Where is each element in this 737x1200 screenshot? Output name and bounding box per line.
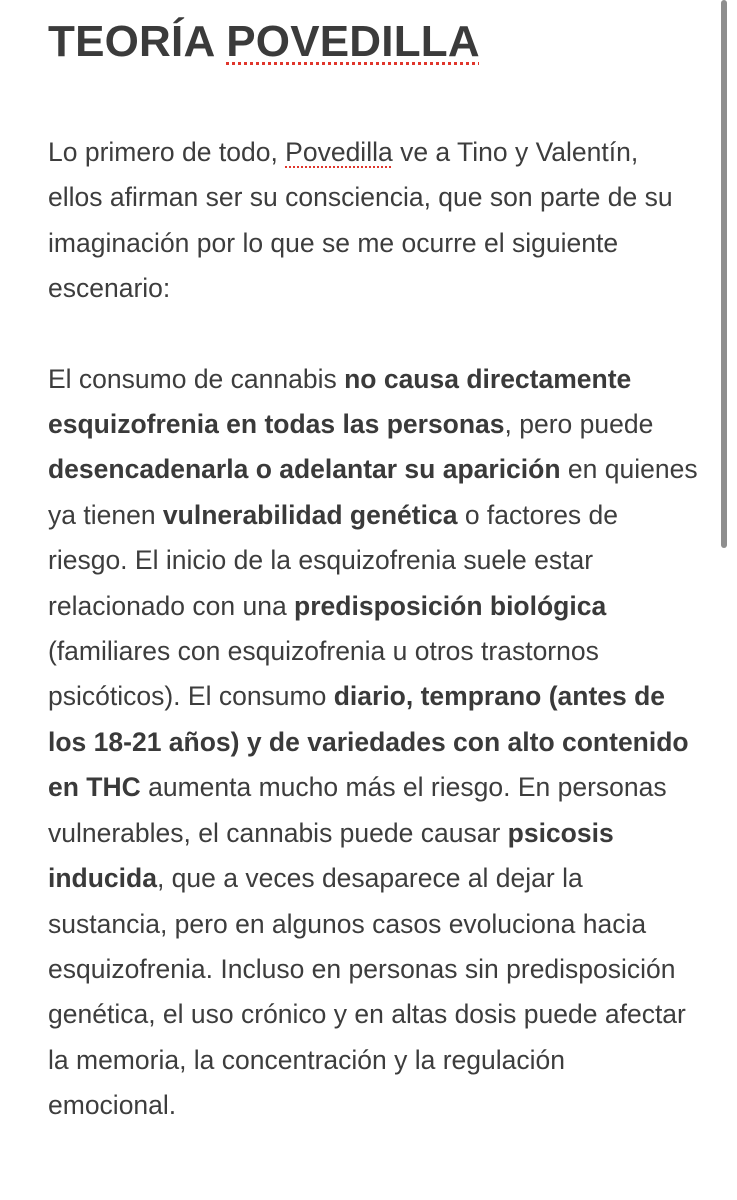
explanation-bold-phrase: psicosis inducida [48, 817, 614, 894]
paragraph-spacer [48, 312, 698, 357]
paragraph-cannabis-explanation [48, 357, 698, 1129]
explanation-text: (familiares con esquizofrenia u otros trastornos psicóticos). El consumo [48, 636, 599, 712]
explanation-text: , pero puede [504, 409, 654, 440]
note-title-word-teoria: TEORÍA [48, 17, 214, 66]
explanation-text: en quienes ya tienen [48, 454, 698, 530]
explanation-text: El consumo de cannabis [48, 363, 345, 394]
explanation-text: , que a veces desaparece al dejar la sustancia, pero en algunos casos evoluciona hacia esquizofrenia. Incluso en personas sin predisposición genética, el uso crónico y en altas dosis puede afectar la memoria, la concentración y la regulación emocional. [48, 863, 686, 1121]
explanation-text: o factores de riesgo. El inicio de la esquizofrenia suele estar relacionado con una [48, 499, 619, 621]
explanation-text: aumenta mucho más el riesgo. En personas vulnerables, el cannabis puede causar [48, 772, 667, 848]
explanation-bold-phrase: predisposición biológica [294, 590, 607, 621]
note-body[interactable] [48, 130, 698, 1129]
note-title-word-povedilla-misspelled[interactable]: POVEDILLA [226, 17, 480, 66]
intro-misspelled-word[interactable]: Povedilla [285, 137, 393, 167]
explanation-bold-phrase: desencadenarla o adelantar su aparición [48, 454, 561, 485]
intro-text: Lo primero de todo, [48, 137, 286, 167]
explanation-bold-phrase: vulnerabilidad genética [162, 499, 458, 530]
intro-text: ve a Tino y Valentín, ellos afirman ser su consciencia, que son parte de su imaginación por lo que se me ocurre el siguiente escenario: [48, 137, 673, 304]
explanation-bold-phrase: diario, temprano (antes de los 18-21 años) y de variedades con alto contenido en THC [48, 681, 689, 803]
paragraph-intro [48, 130, 698, 312]
vertical-scrollbar[interactable] [721, 0, 727, 548]
note-title[interactable] [48, 12, 480, 72]
explanation-bold-phrase: no causa directamente esquizofrenia en todas las personas [48, 363, 632, 440]
